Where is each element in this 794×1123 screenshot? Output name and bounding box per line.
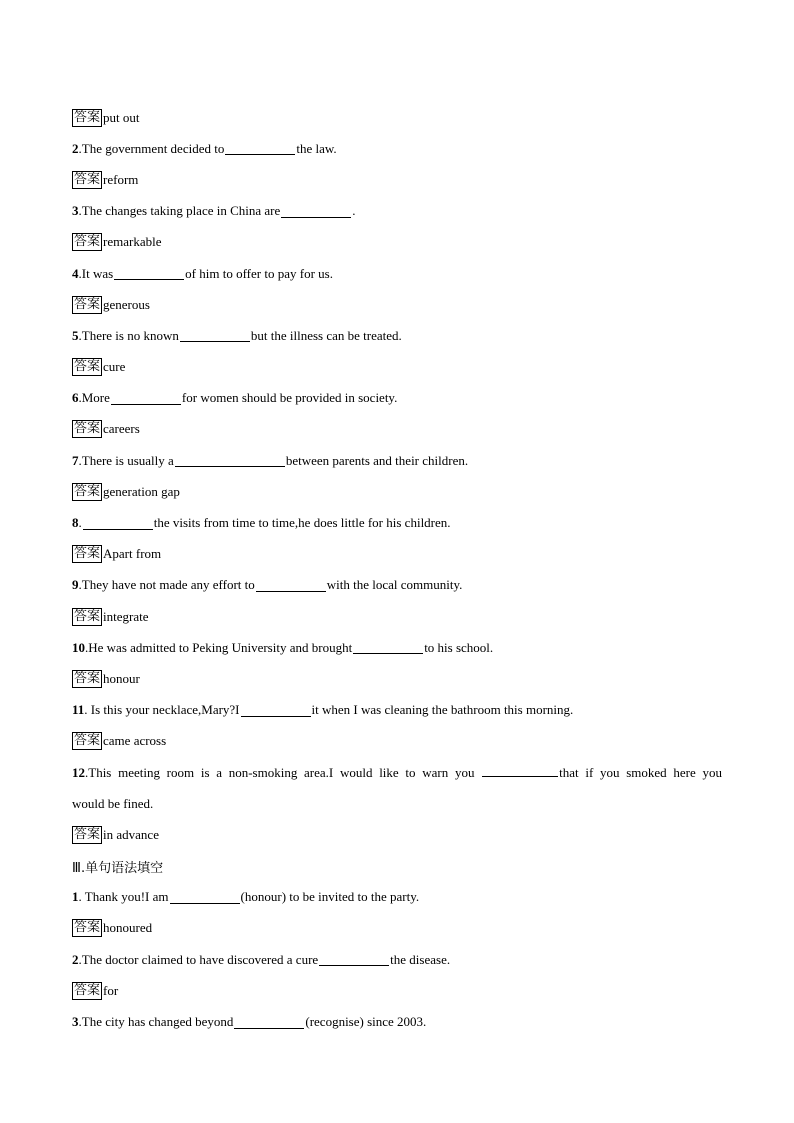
question-text: .It was — [78, 265, 114, 281]
question-line — [72, 507, 722, 538]
question-number: 4 — [72, 265, 79, 281]
question-number: 3 — [72, 203, 79, 219]
question-text: .There is no known — [78, 327, 179, 343]
question-text: it when I was cleaning the bathroom this morning. — [311, 702, 574, 718]
question-text: would be fined. — [72, 795, 154, 811]
answer-blank — [111, 392, 181, 405]
question-text: .More — [78, 390, 110, 406]
answer-text: for — [103, 982, 119, 998]
question-text: .The government decided to — [78, 140, 225, 156]
answer-blank — [180, 329, 250, 342]
question-line — [72, 882, 722, 913]
answer-blank — [353, 641, 423, 654]
answer-label: 答案 — [74, 608, 101, 624]
question-number: 6 — [72, 390, 79, 406]
answer-blank — [83, 517, 153, 530]
question-text: .The doctor claimed to have discovered a cure — [78, 951, 319, 967]
worksheet-page — [72, 102, 722, 1038]
answer-text: Apart from — [103, 546, 162, 562]
answer-line — [72, 289, 722, 320]
question-text: of him to offer to pay for us. — [185, 265, 333, 281]
answer-blank — [256, 579, 326, 592]
answer-line — [72, 975, 722, 1006]
question-number: 12 — [72, 764, 85, 780]
question-number: 9 — [72, 577, 79, 593]
answer-text: in advance — [103, 826, 159, 842]
question-text: .They have not made any effort to — [78, 577, 255, 593]
question-line — [72, 133, 722, 164]
question-text: . — [78, 515, 82, 531]
answer-label: 答案 — [74, 109, 101, 125]
question-number: 5 — [72, 327, 79, 343]
answer-label: 答案 — [74, 171, 101, 187]
answer-line — [72, 726, 722, 757]
question-line — [72, 258, 722, 289]
question-text: for women should be provided in society. — [181, 390, 398, 406]
answer-line — [72, 819, 722, 850]
question-text: . — [352, 203, 356, 219]
question-line — [72, 445, 722, 476]
answer-label: 答案 — [74, 546, 101, 562]
section-title: Ⅲ.单句语法填空 — [72, 860, 164, 876]
question-text: .The city has changed beyond — [78, 1014, 234, 1030]
answer-label: 答案 — [74, 234, 101, 250]
question-number: 8 — [72, 515, 79, 531]
answer-line — [72, 102, 722, 133]
answer-text: honoured — [103, 920, 153, 936]
question-text: to his school. — [424, 639, 494, 655]
answer-line — [72, 663, 722, 694]
question-line — [72, 196, 722, 227]
answer-text: put out — [103, 109, 140, 125]
answer-text: remarkable — [103, 234, 162, 250]
question-text: . Is this your necklace,Mary?I — [84, 702, 240, 718]
answer-label: 答案 — [74, 483, 101, 499]
answer-label: 答案 — [74, 421, 101, 437]
question-line — [72, 320, 722, 351]
answer-label: 答案 — [74, 826, 101, 842]
answer-label: 答案 — [74, 920, 101, 936]
answer-text: came across — [103, 733, 167, 749]
question-number: 2 — [72, 140, 79, 156]
answer-line — [72, 913, 722, 944]
answer-label: 答案 — [74, 359, 101, 375]
question-text: between parents and their children. — [285, 452, 469, 468]
question-text: .There is usually a — [78, 452, 174, 468]
answer-blank — [225, 142, 295, 155]
question-text: but the illness can be treated. — [250, 327, 402, 343]
question-line — [72, 632, 722, 663]
answer-text: careers — [103, 421, 140, 437]
question-number: 11 — [72, 702, 85, 718]
section-heading — [72, 851, 722, 882]
question-line — [72, 757, 722, 788]
answer-blank — [170, 891, 240, 904]
answer-line — [72, 414, 722, 445]
answer-line — [72, 164, 722, 195]
answer-text: generation gap — [103, 483, 180, 499]
answer-label: 答案 — [74, 733, 101, 749]
answer-text: reform — [103, 171, 139, 187]
question-line — [72, 944, 722, 975]
question-text: with the local community. — [326, 577, 463, 593]
question-text: the visits from time to time,he does little for his children. — [153, 515, 451, 531]
question-text: (honour) to be invited to the party. — [240, 889, 420, 905]
answer-text: honour — [103, 670, 140, 686]
answer-blank — [175, 454, 285, 467]
question-line — [72, 1006, 722, 1037]
question-text: .This meeting room is a non-smoking area.I would like to warn you — [85, 764, 482, 780]
question-text: .He was admitted to Peking University and brought — [85, 639, 353, 655]
answer-label: 答案 — [74, 982, 101, 998]
question-text: .The changes taking place in China are — [78, 203, 281, 219]
question-line — [72, 570, 722, 601]
answer-blank — [234, 1016, 304, 1029]
question-text: that if you smoked here you — [559, 764, 722, 780]
question-text: the law. — [296, 140, 337, 156]
question-line — [72, 695, 722, 726]
question-line-continued — [72, 788, 722, 819]
answer-blank — [319, 953, 389, 966]
answer-line — [72, 352, 722, 383]
question-number: 2 — [72, 951, 79, 967]
answer-blank — [482, 764, 558, 777]
question-number: 1 — [72, 889, 79, 905]
answer-line — [72, 601, 722, 632]
answer-line — [72, 476, 722, 507]
answer-line — [72, 227, 722, 258]
answer-text: integrate — [103, 608, 149, 624]
exercise-list — [72, 102, 722, 1038]
answer-blank — [281, 205, 351, 218]
question-line — [72, 383, 722, 414]
question-number: 3 — [72, 1014, 79, 1030]
question-text: the disease. — [390, 951, 451, 967]
question-number: 7 — [72, 452, 79, 468]
answer-label: 答案 — [74, 296, 101, 312]
answer-text: generous — [103, 296, 150, 312]
question-number: 10 — [72, 639, 85, 655]
answer-blank — [241, 704, 311, 717]
question-text: . Thank you!I am — [78, 889, 169, 905]
answer-blank — [114, 267, 184, 280]
answer-label: 答案 — [74, 670, 101, 686]
answer-text: cure — [103, 359, 126, 375]
question-text: (recognise) since 2003. — [305, 1014, 427, 1030]
answer-line — [72, 539, 722, 570]
